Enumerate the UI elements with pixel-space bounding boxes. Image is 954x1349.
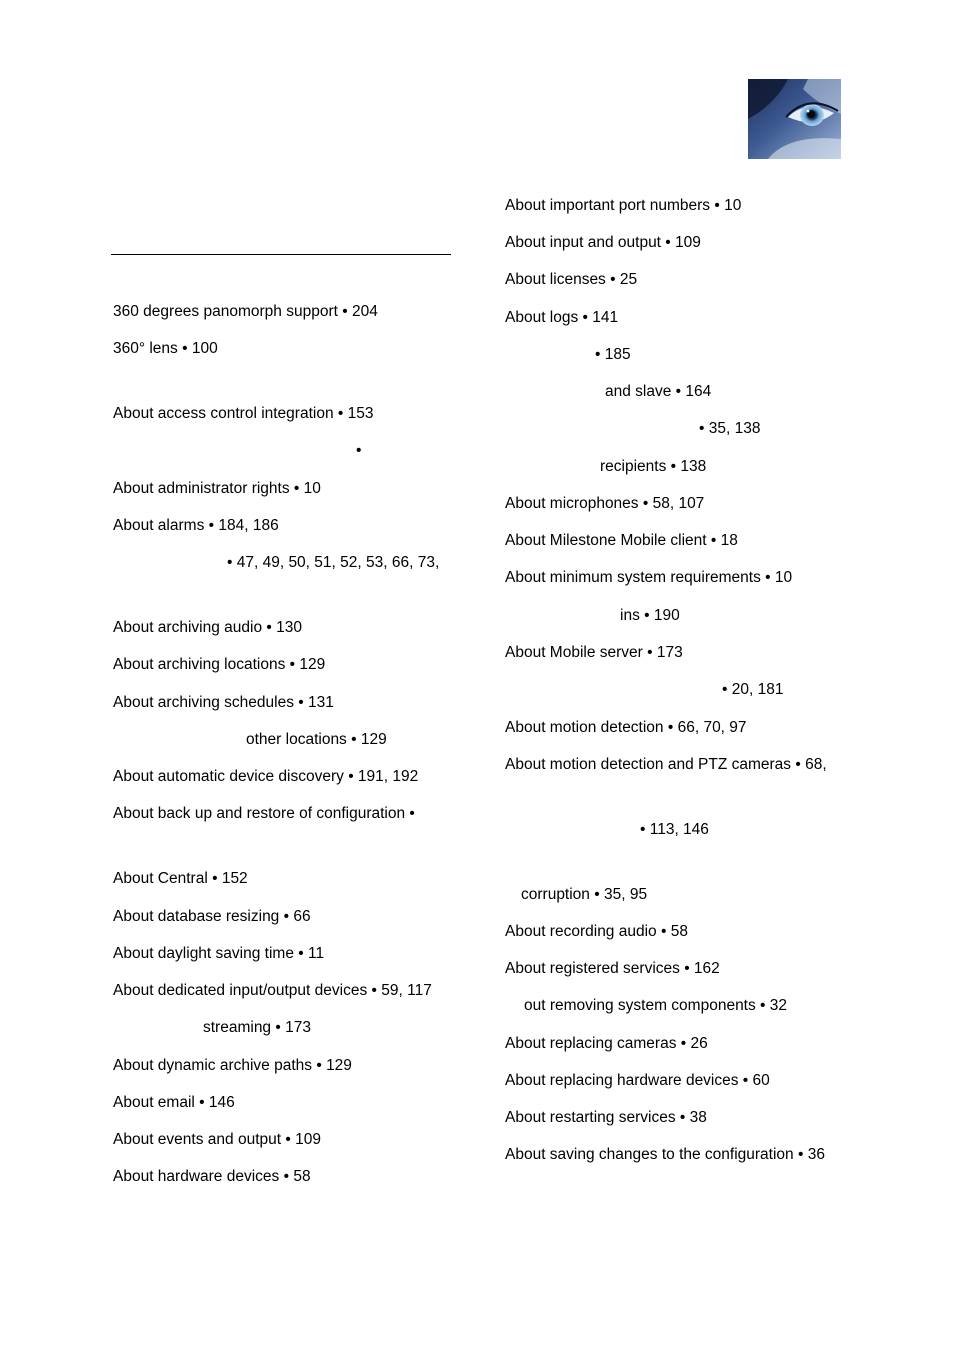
index-entry: corruption • 35, 95 <box>521 886 648 903</box>
index-entry: About replacing hardware devices • 60 <box>505 1072 770 1089</box>
index-entry: • 113, 146 <box>640 821 709 838</box>
index-entry: other locations • 129 <box>246 731 387 748</box>
index-entry: About dynamic archive paths • 129 <box>113 1057 352 1074</box>
index-entry: About motion detection • 66, 70, 97 <box>505 719 747 736</box>
index-entry: About important port numbers • 10 <box>505 197 742 214</box>
index-entry: About replacing cameras • 26 <box>505 1035 708 1052</box>
index-entry: About automatic device discovery • 191, 192 <box>113 768 419 785</box>
wolf-eye-logo <box>748 79 841 159</box>
index-entry: About email • 146 <box>113 1094 235 1111</box>
index-entry: About archiving audio • 130 <box>113 619 302 636</box>
index-entry: About hardware devices • 58 <box>113 1168 311 1185</box>
index-entry: 360 degrees panomorph support • 204 <box>113 303 378 320</box>
index-entry: • <box>356 442 362 459</box>
index-entry: About motion detection and PTZ cameras • 68, <box>505 756 827 773</box>
index-entry: ins • 190 <box>620 607 680 624</box>
index-entry: • 185 <box>595 346 631 363</box>
index-entry: About daylight saving time • 11 <box>113 945 325 962</box>
index-entry: About alarms • 184, 186 <box>113 517 279 534</box>
index-entry: About Milestone Mobile client • 18 <box>505 532 738 549</box>
index-entry: About Central • 152 <box>113 870 248 887</box>
index-entry: streaming • 173 <box>203 1019 311 1036</box>
index-entry: About minimum system requirements • 10 <box>505 569 793 586</box>
index-entry: About recording audio • 58 <box>505 923 688 940</box>
index-entry: 360° lens • 100 <box>113 340 218 357</box>
index-entry: About access control integration • 153 <box>113 405 374 422</box>
index-entry: About back up and restore of configuration • <box>113 805 415 822</box>
index-entry: About Mobile server • 173 <box>505 644 683 661</box>
index-entry: About dedicated input/output devices • 59, 117 <box>113 982 432 999</box>
index-entry: About microphones • 58, 107 <box>505 495 705 512</box>
index-entry: About licenses • 25 <box>505 271 638 288</box>
index-entry: and slave • 164 <box>605 383 712 400</box>
index-entry: About archiving locations • 129 <box>113 656 326 673</box>
index-entry: About input and output • 109 <box>505 234 701 251</box>
index-entry: About logs • 141 <box>505 309 619 326</box>
index-entry: recipients • 138 <box>600 458 707 475</box>
index-entry: About events and output • 109 <box>113 1131 321 1148</box>
index-entry: About restarting services • 38 <box>505 1109 707 1126</box>
index-entry: • 20, 181 <box>722 681 784 698</box>
index-entry: About administrator rights • 10 <box>113 480 321 497</box>
index-entry: About registered services • 162 <box>505 960 720 977</box>
index-entry: out removing system components • 32 <box>524 997 788 1014</box>
index-entry: • 47, 49, 50, 51, 52, 53, 66, 73, <box>227 554 440 571</box>
index-entry: • 35, 138 <box>699 420 761 437</box>
index-entry: About archiving schedules • 131 <box>113 694 334 711</box>
index-entry: About saving changes to the configuration • 36 <box>505 1146 825 1163</box>
index-entry: About database resizing • 66 <box>113 908 311 925</box>
header-rule <box>111 254 451 255</box>
